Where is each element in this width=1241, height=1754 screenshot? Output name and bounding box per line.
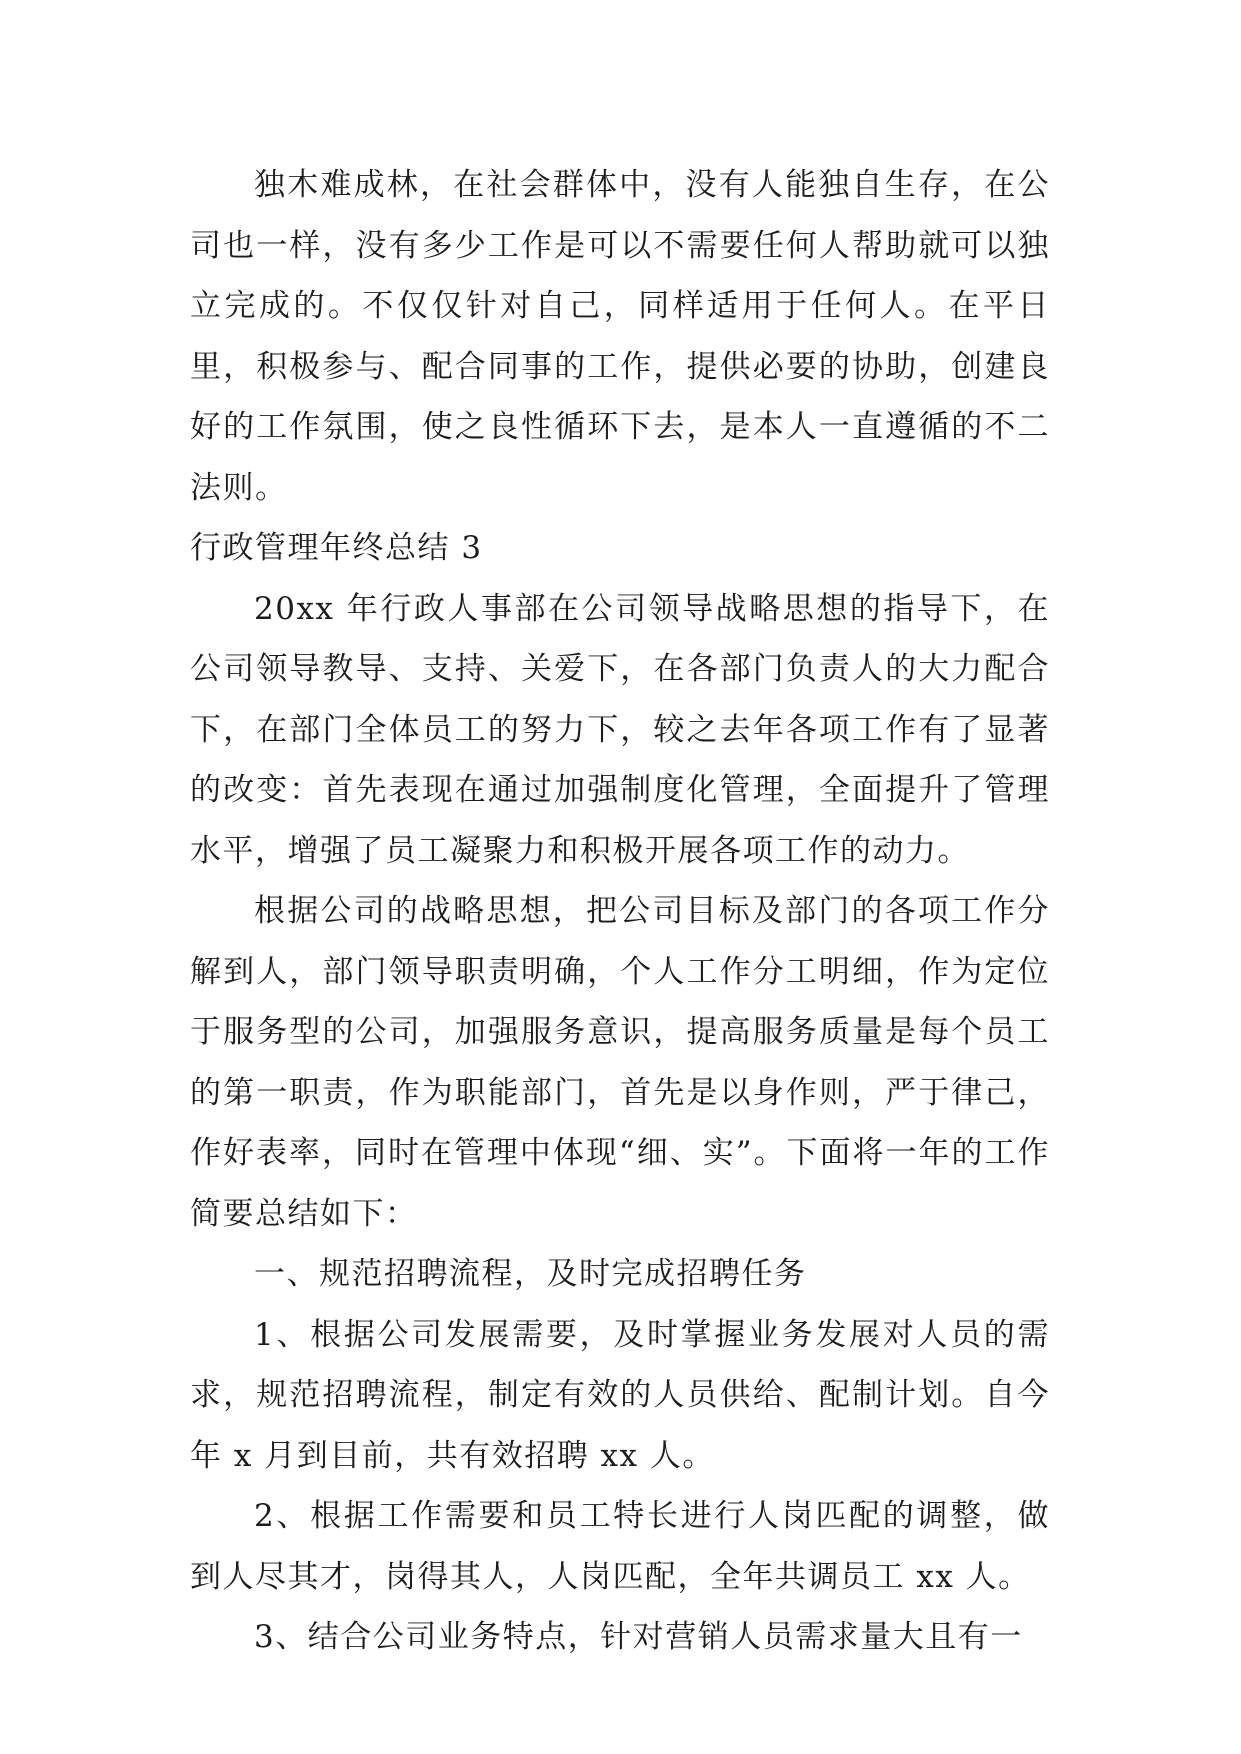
document-body: [190, 155, 1050, 1668]
list-item-3: 3、结合公司业务特点，针对营销人员需求量大且有一: [254, 1619, 1023, 1655]
paragraph-teamwork: 独木难成林，在社会群体中，没有人能独自生存，在公司也一样，没有多少工作是可以不需要任何人帮助就可以独立完成的。不仅仅针对自己，同样适用于任何人。在平日里，积极参与、配合同事的工作，提供必要的协助，创建良好的工作氛围，使之良性循环下去，是本人一直遵循的不二法则。: [190, 167, 1050, 506]
paragraph-strategy: 根据公司的战略思想，把公司目标及部门的各项工作分解到人，部门领导职责明确，个人工作分工明细，作为定位于服务型的公司，加强服务意识，提高服务质量是每个员工的第一职责，作为职能部门，首先是以身作则，严于律己，作好表率，同时在管理中体现“细、实”。下面将一年的工作简要总结如下：: [190, 893, 1050, 1232]
paragraph-intro: 20xx 年行政人事部在公司领导战略思想的指导下，在公司领导教导、支持、关爱下，在各部门负责人的大力配合下，在部门全体员工的努力下，较之去年各项工作有了显著的改变：首先表现在通过加强制度化管理，全面提升了管理水平，增强了员工凝聚力和积极开展各项工作的动力。: [190, 590, 1050, 869]
list-item-1: 1、根据公司发展需要，及时掌握业务发展对人员的需求，规范招聘流程，制定有效的人员供给、配制计划。自今年 x 月到目前，共有效招聘 xx 人。: [190, 1316, 1050, 1474]
subheading-recruitment: 一、规范招聘流程，及时完成招聘任务: [254, 1256, 807, 1292]
section-heading: 行政管理年终总结 3: [190, 530, 483, 566]
list-item-2: 2、根据工作需要和员工特长进行人岗匹配的调整，做到人尽其才，岗得其人，人岗匹配，全年共调员工 xx 人。: [190, 1498, 1050, 1595]
